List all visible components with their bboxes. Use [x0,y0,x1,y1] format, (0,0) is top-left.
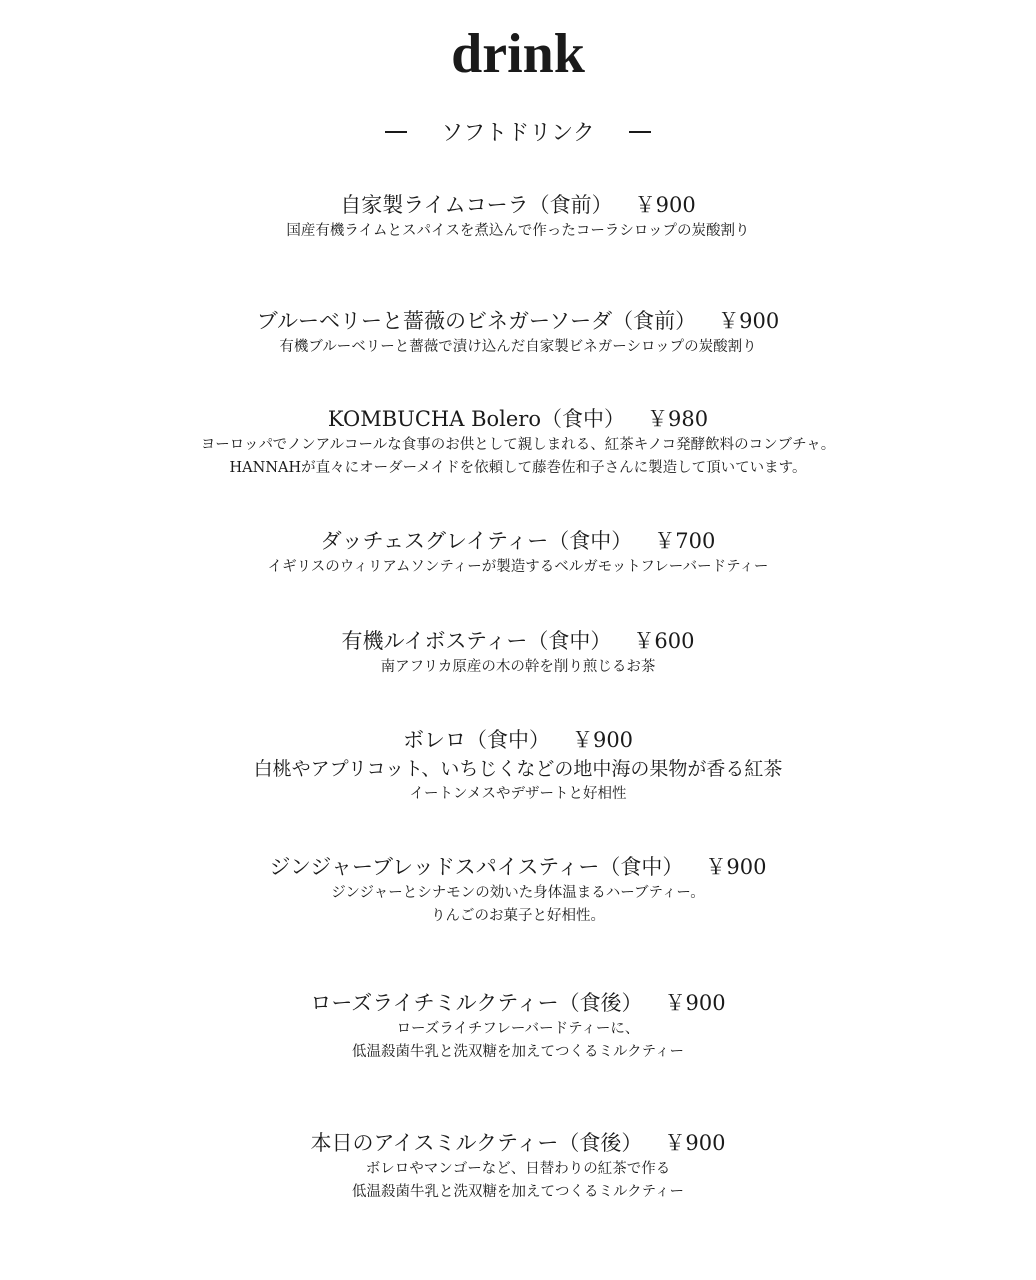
item-price: ￥900 [664,991,726,1015]
item-desc: 南アフリカ原産の木の幹を削り煎じるお茶 [380,659,656,675]
menu-item-iced-milk-tea-of-the-day [0,1128,1036,1204]
menu-item-duchess-grey-tea [0,526,1036,579]
item-desc: ジンジャーとシナモンの効いた身体温まるハーブティー。 [331,885,705,901]
item-name-line [0,852,1036,882]
item-desc: ボレロやマンゴーなど、日替わりの紅茶で作る [365,1161,671,1177]
menu-item-kombucha-bolero [0,404,1036,480]
item-price: ￥900 [705,855,767,879]
item-price: ￥900 [718,309,780,333]
section-label: ソフトドリンク [441,121,595,146]
item-name-line [0,725,1036,755]
item-desc: イートンメスやデザートと好相性 [409,786,627,802]
item-name: ジンジャーブレッドスパイスティー（食中） [269,855,684,879]
item-desc: ヨーロッパでノンアルコールな食事のお供として親しまれる、紅茶キノコ発酵飲料のコンブチャ。 [200,437,836,453]
item-name: 自家製ライムコーラ（食前） [340,193,613,217]
menu-item-rose-lychee-milk-tea [0,988,1036,1064]
item-price: ￥980 [647,407,709,431]
item-name-line [0,190,1036,220]
item-name-line [0,1128,1036,1158]
item-name: ブルーベリーと薔薇のビネガーソーダ（食前） [256,309,697,333]
item-name: ボレロ（食中） [402,728,550,752]
item-name-line [0,404,1036,434]
menu-item-lime-cola [0,190,1036,243]
item-name: 有機ルイボスティー（食中） [341,629,612,653]
item-lead: 白桃やアプリコット、いちじくなどの地中海の果物が香る紅茶 [253,758,783,780]
item-desc: 有機ブルーベリーと薔薇で漬け込んだ自家製ビネガーシロップの炭酸割り [279,339,757,355]
item-name: ダッチェスグレイティー（食中） [320,529,633,553]
item-name: KOMBUCHA Bolero（食中） [327,407,625,431]
item-desc: HANNAHが直々にオーダーメイドを依頼して藤巻佐和子さんに製造して頂いています。 [229,460,807,476]
item-desc: イギリスのウィリアムソンティーが製造するベルガモットフレーバードティー [267,559,769,575]
item-name-line [0,988,1036,1018]
item-price: ￥900 [634,193,696,217]
menu-item-organic-rooibos-tea [0,626,1036,679]
item-desc: ローズライチフレーバードティーに、 [396,1021,640,1037]
item-desc: 低温殺菌牛乳と洗双糖を加えてつくるミルクティー [351,1184,685,1200]
menu-item-bolero [0,725,1036,806]
item-price: ￥700 [654,529,716,553]
item-name-line [0,306,1036,336]
item-name-line [0,526,1036,556]
item-name-line [0,626,1036,656]
menu-item-blueberry-rose-vinegar-soda [0,306,1036,359]
dash-left-icon [385,131,407,133]
page-title: drink [451,23,585,85]
item-price: ￥600 [633,629,695,653]
item-desc: りんごのお菓子と好相性。 [431,908,605,924]
item-price: ￥900 [664,1131,726,1155]
dash-right-icon [629,131,651,133]
item-name: 本日のアイスミルクティー（食後） [310,1131,643,1155]
item-name: ローズライチミルクティー（食後） [310,991,643,1015]
menu-item-gingerbread-spice-tea [0,852,1036,928]
section-heading [0,116,1036,152]
item-desc: 低温殺菌牛乳と洗双糖を加えてつくるミルクティー [351,1044,685,1060]
item-desc: 国産有機ライムとスパイスを煮込んで作ったコーラシロップの炭酸割り [286,223,750,239]
item-price: ￥900 [571,728,634,752]
